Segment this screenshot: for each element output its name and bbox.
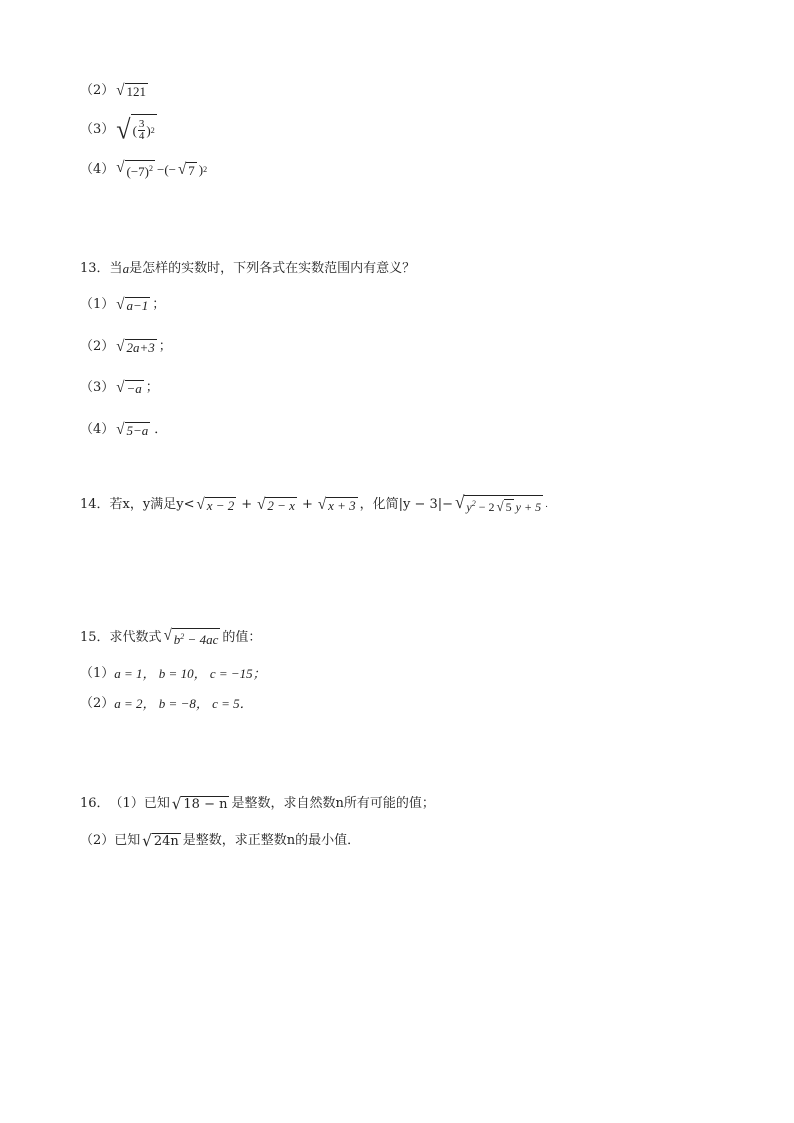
q13-item-4-radicand: 5−a	[126, 423, 149, 438]
q13-item-1-radicand: a−1	[126, 298, 149, 313]
q12-item-3	[80, 112, 159, 148]
q13-item-3-label: （3）	[80, 380, 115, 395]
q13-item-1-label: （1）	[80, 297, 115, 312]
q13-item-2-end: ；	[158, 339, 172, 354]
q15-radicand-a: b	[173, 632, 181, 647]
q16-item-2	[80, 832, 360, 850]
q13-item-4-end: ．	[154, 422, 168, 437]
q14-rad4-d: y + 5	[515, 500, 542, 514]
q15-radicand-b: − 4ac	[184, 632, 219, 647]
q13-item-2-radicand: 2a+3	[126, 340, 155, 355]
q15-item-2	[80, 695, 253, 713]
q12-item-4-label: （4）	[80, 161, 115, 177]
q16-item-1-radicand: 18 − n	[183, 797, 228, 812]
q13-item-3-radicand: −a	[126, 381, 142, 396]
q13-item-3-root: √ −a	[116, 379, 142, 397]
q13-stem-b: 是怎样的实数时，下列各式在实数范围内有意义？	[129, 261, 416, 276]
q13-item-2	[80, 338, 172, 356]
q12-item-2-expr: √ 121	[116, 82, 147, 100]
q14-rad2: 2 − x	[267, 498, 295, 513]
q14-rad1: x − 2	[206, 498, 235, 513]
q13-item-4	[80, 421, 167, 439]
q15-root: √ $b^2 - 4ac$	[163, 627, 219, 647]
q14-root-1: √ x − 2	[196, 496, 235, 514]
q12-item-3-expr: √ ( $\frac{3}{4}$ ) 2	[116, 114, 155, 145]
q13-item-1-root: √ a−1	[116, 296, 149, 314]
q12-item-4-expr: √ $(-7)^2$ −(− √ 7 ) 2	[116, 159, 208, 179]
q14-text-a: 若x，y满足y<	[109, 497, 195, 512]
q14-plus-2: +	[301, 497, 313, 512]
q16-item-1-label: （1）	[109, 796, 144, 811]
q15-item-2-text: a = 2， b = −8， c = 5．	[114, 696, 253, 711]
q12-item-2	[80, 82, 150, 100]
q16-item-1	[80, 795, 435, 813]
q16-item-2-post: 是整数，求正整数n的最小值．	[182, 833, 361, 848]
q15-stem-a: 求代数式	[109, 629, 162, 645]
q13-item-4-root: √ 5−a	[116, 421, 149, 439]
q15-item-1-text: a = 1， b = 10， c = −15；	[114, 666, 266, 681]
q13-item-4-label: （4）	[80, 422, 115, 437]
q16-item-2-root: √ 24n	[142, 831, 179, 851]
q13-item-1-end: ；	[152, 297, 166, 312]
q14-root-4: √ $y^2 - 2$ √ 5 y + 5	[455, 492, 542, 515]
q16-item-2-label: （2）	[80, 833, 115, 848]
q12-item-4	[80, 160, 207, 179]
q14-rad3: x + 3	[328, 498, 356, 513]
q15-stem	[80, 628, 261, 647]
q13-stem	[80, 260, 415, 278]
q14-stem	[80, 492, 548, 515]
q13-item-3-end: ；	[145, 380, 159, 395]
q13-var: a	[122, 261, 130, 276]
q13-item-3	[80, 379, 159, 397]
q16-item-1-pre: 已知	[143, 796, 170, 811]
q16-item-2-radicand: 24n	[153, 834, 179, 849]
q13-item-2-root: √ 2a+3	[116, 338, 155, 356]
q15-item-2-label: （2）	[80, 696, 115, 711]
q13-item-1	[80, 296, 165, 314]
q14-root-3: √ x + 3	[317, 496, 356, 514]
q16-item-1-post: 是整数，求自然数n所有可能的值；	[231, 796, 435, 811]
q15-item-1-label: （1）	[80, 666, 115, 681]
q14-end: .	[545, 500, 548, 510]
q16-item-2-pre: 已知	[114, 833, 141, 848]
q15-item-1	[80, 665, 266, 683]
q14-root-2: √ 2 − x	[257, 496, 295, 514]
q12-item-2-label: （2）	[80, 83, 115, 98]
q16-number: 16．	[80, 796, 110, 811]
q14-plus-1: +	[241, 497, 253, 512]
q14-rad4-a: y	[466, 500, 472, 514]
q13-item-2-label: （2）	[80, 339, 115, 354]
q15-stem-b: 的值：	[222, 629, 262, 645]
q14-text-b: ，化简|y − 3|−	[359, 497, 454, 512]
q14-rad4-c: 5	[505, 500, 512, 514]
q13-number: 13．	[80, 261, 110, 276]
q15-number: 15．	[80, 629, 110, 645]
q14-rad4-b: − 2	[475, 500, 495, 514]
q16-item-1-root: √ 18 − n	[171, 794, 228, 814]
q14-number: 14．	[80, 497, 110, 512]
q12-item-3-label: （3）	[80, 122, 115, 137]
q13-stem-a: 当	[109, 261, 123, 276]
